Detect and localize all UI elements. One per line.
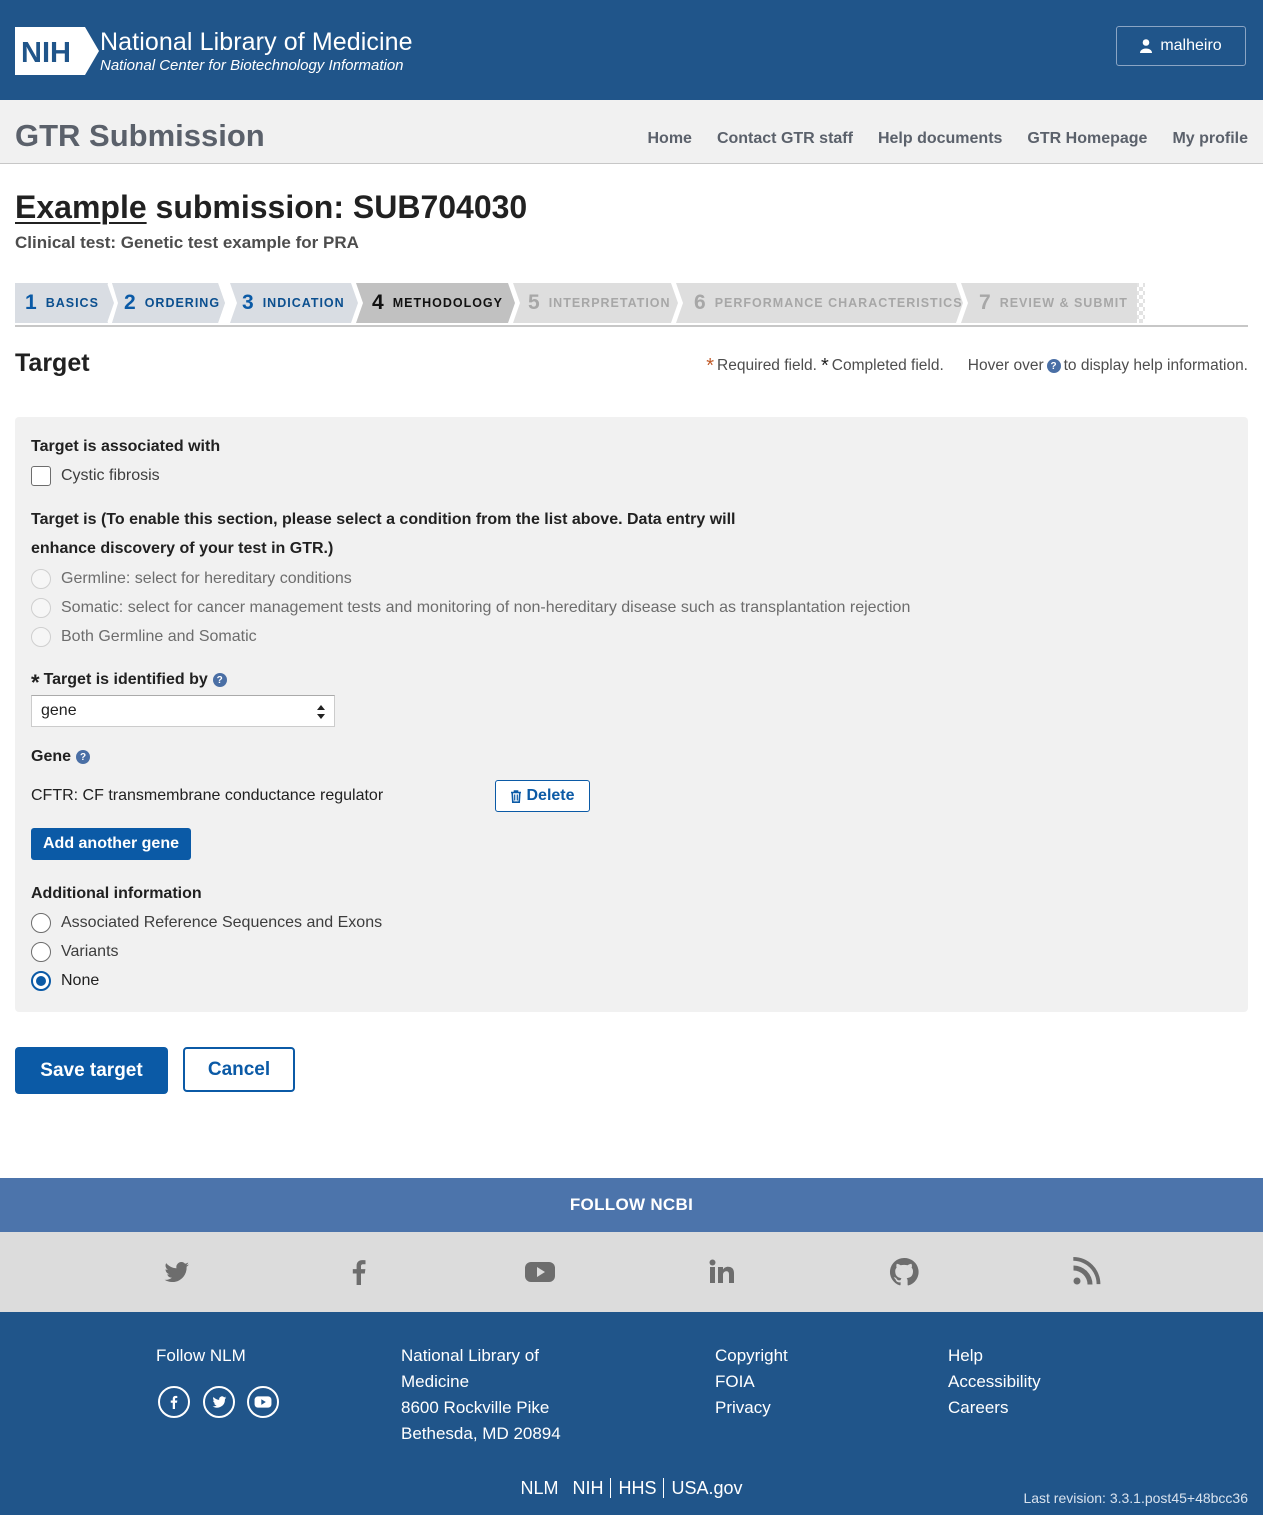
step-number: 6: [694, 291, 706, 314]
linkedin-icon[interactable]: [706, 1256, 738, 1288]
nlm-address: [401, 1343, 561, 1447]
step-indication[interactable]: [242, 283, 345, 323]
step-label: METHODOLOGY: [392, 296, 503, 310]
cystic-fibrosis-checkbox[interactable]: [31, 466, 51, 486]
nlm-facebook-icon[interactable]: [158, 1386, 190, 1418]
step-label: ORDERING: [144, 296, 221, 310]
none-radio[interactable]: [31, 971, 51, 991]
option-label: Variants: [61, 943, 119, 960]
nih-logo[interactable]: [15, 27, 99, 75]
additional-none-option[interactable]: [31, 971, 99, 991]
privacy-link[interactable]: Privacy: [715, 1398, 771, 1417]
user-icon: [1140, 39, 1152, 53]
help-icon[interactable]: ?: [76, 750, 90, 764]
step-number: 7: [979, 291, 991, 314]
additional-refseq-option[interactable]: [31, 913, 382, 933]
step-interpretation: [528, 283, 671, 323]
step-label: PERFORMANCE CHARACTERISTICS: [714, 296, 963, 310]
option-label: Germline: select for hereditary conditions: [61, 570, 352, 587]
cancel-button[interactable]: Cancel: [183, 1047, 295, 1092]
last-revision: Last revision: 3.3.1.post45+48bcc36: [1023, 1490, 1248, 1506]
field-legend: [706, 356, 1248, 376]
rss-icon[interactable]: [1070, 1256, 1102, 1288]
target-germline-option[interactable]: [31, 569, 352, 589]
delete-label: Delete: [526, 787, 575, 804]
gene-label: [31, 748, 93, 766]
germline-radio[interactable]: [31, 569, 51, 589]
address-line: National Library of: [401, 1346, 539, 1365]
page-title-rest: submission: SUB704030: [146, 189, 528, 225]
legend-hover-post: to display help information.: [1063, 357, 1248, 374]
assoc-label: Target is associated with: [31, 438, 221, 455]
page-subtitle: Clinical test: Genetic test example for PRA: [15, 233, 359, 252]
nih-link[interactable]: NIH: [572, 1478, 604, 1498]
target-both-option[interactable]: [31, 627, 257, 647]
completed-star-icon: *: [31, 670, 40, 695]
nav-help-documents[interactable]: Help documents: [877, 130, 1003, 147]
step-basics[interactable]: [25, 283, 99, 323]
nav-gtr-homepage[interactable]: GTR Homepage: [1027, 130, 1148, 147]
delete-gene-button[interactable]: [495, 780, 590, 812]
refseq-radio[interactable]: [31, 913, 51, 933]
step-performance-characteristics: [694, 283, 963, 323]
trash-icon: [510, 790, 522, 803]
option-label: Somatic: select for cancer management tests and monitoring of non-hereditary disease such as transplantation rejection: [61, 599, 911, 616]
careers-link[interactable]: Careers: [948, 1398, 1009, 1417]
section-heading: Target: [15, 349, 90, 377]
step-ordering[interactable]: [124, 283, 220, 323]
option-label: Both Germline and Somatic: [61, 628, 257, 645]
target-somatic-option[interactable]: [31, 598, 910, 618]
identified-by-label: [31, 670, 230, 695]
help-icon: ?: [1047, 359, 1061, 373]
address-line: Bethesda, MD 20894: [401, 1424, 561, 1443]
step-number: 4: [372, 291, 384, 314]
youtube-icon[interactable]: [524, 1256, 556, 1288]
step-number: 2: [124, 291, 136, 314]
step-label: INDICATION: [262, 296, 345, 310]
step-label: INTERPRETATION: [548, 296, 671, 310]
step-number: 3: [242, 291, 254, 314]
add-another-gene-button[interactable]: Add another gene: [31, 828, 191, 860]
nav-contact-gtr-staff[interactable]: Contact GTR staff: [716, 130, 853, 147]
gtr-nav: [648, 130, 1249, 148]
save-target-button[interactable]: Save target: [15, 1047, 168, 1094]
step-number: 1: [25, 291, 37, 314]
step-number: 5: [528, 291, 540, 314]
identified-by-text: Target is identified by: [43, 671, 208, 688]
steps-divider: [15, 325, 1248, 327]
address-line: 8600 Rockville Pike: [401, 1398, 550, 1417]
help-link[interactable]: Help: [948, 1346, 983, 1365]
copyright-link[interactable]: Copyright: [715, 1346, 788, 1365]
legend-completed: Completed field.: [831, 357, 944, 374]
legend-required: Required field.: [717, 357, 817, 374]
user-menu-button[interactable]: [1116, 26, 1246, 66]
variants-radio[interactable]: [31, 942, 51, 962]
option-label: Associated Reference Sequences and Exons: [61, 914, 383, 931]
nav-my-profile[interactable]: My profile: [1172, 130, 1248, 147]
legend-hover-pre: Hover over: [967, 357, 1044, 374]
address-line: Medicine: [401, 1372, 470, 1391]
gene-value: CFTR: CF transmembrane conductance regulator: [31, 787, 384, 804]
twitter-icon[interactable]: [160, 1256, 192, 1288]
nlm-twitter-icon[interactable]: [203, 1386, 235, 1418]
select-value: gene: [41, 702, 77, 719]
accessibility-link[interactable]: Accessibility: [948, 1372, 1041, 1391]
github-icon[interactable]: [888, 1256, 920, 1288]
org-subtitle[interactable]: National Center for Biotechnology Information: [100, 57, 404, 74]
both-radio[interactable]: [31, 627, 51, 647]
footer-links-help: [948, 1343, 1041, 1421]
hhs-link[interactable]: HHS: [618, 1478, 657, 1498]
gtr-bar: [0, 100, 1263, 164]
foia-link[interactable]: FOIA: [715, 1372, 755, 1391]
gtr-title[interactable]: GTR Submission: [15, 118, 265, 153]
usa-gov-link[interactable]: USA.gov: [671, 1478, 743, 1498]
identified-by-select[interactable]: [31, 695, 335, 727]
nlm-youtube-icon[interactable]: [247, 1386, 279, 1418]
nlm-link[interactable]: NLM: [520, 1478, 559, 1498]
required-star-icon: *: [706, 355, 715, 377]
nav-home[interactable]: Home: [647, 130, 692, 147]
additional-info-label: Additional information: [31, 885, 202, 902]
step-progress: [15, 283, 1145, 323]
step-label: BASICS: [45, 296, 99, 310]
help-icon[interactable]: ?: [213, 673, 227, 687]
follow-nlm-label: Follow NLM: [156, 1346, 246, 1365]
step-label: REVIEW & SUBMIT: [999, 296, 1128, 310]
completed-star-icon: *: [820, 355, 829, 377]
org-title[interactable]: National Library of Medicine: [100, 28, 413, 56]
condition-cystic-fibrosis[interactable]: [31, 466, 160, 486]
page-title: [15, 189, 527, 226]
footer-links-legal: [715, 1343, 788, 1421]
select-arrows-icon: [316, 704, 326, 720]
svg-text:NIH: NIH: [21, 37, 71, 69]
gene-label-text: Gene: [31, 748, 72, 765]
facebook-icon[interactable]: [343, 1256, 375, 1288]
target-is-label-line1: Target is (To enable this section, please select a condition from the list above. Data entry will: [31, 511, 736, 528]
user-name: malheiro: [1160, 37, 1222, 54]
somatic-radio[interactable]: [31, 598, 51, 618]
nih-header: [0, 0, 1263, 100]
example-link[interactable]: Example: [15, 189, 147, 225]
option-label: None: [61, 972, 100, 989]
step-review-submit: [979, 283, 1128, 323]
option-label: Cystic fibrosis: [61, 467, 160, 484]
additional-variants-option[interactable]: [31, 942, 119, 962]
follow-ncbi-bar: FOLLOW NCBI: [0, 1178, 1263, 1232]
step-methodology[interactable]: [372, 283, 503, 323]
target-is-label-line2: enhance discovery of your test in GTR.): [31, 540, 334, 557]
